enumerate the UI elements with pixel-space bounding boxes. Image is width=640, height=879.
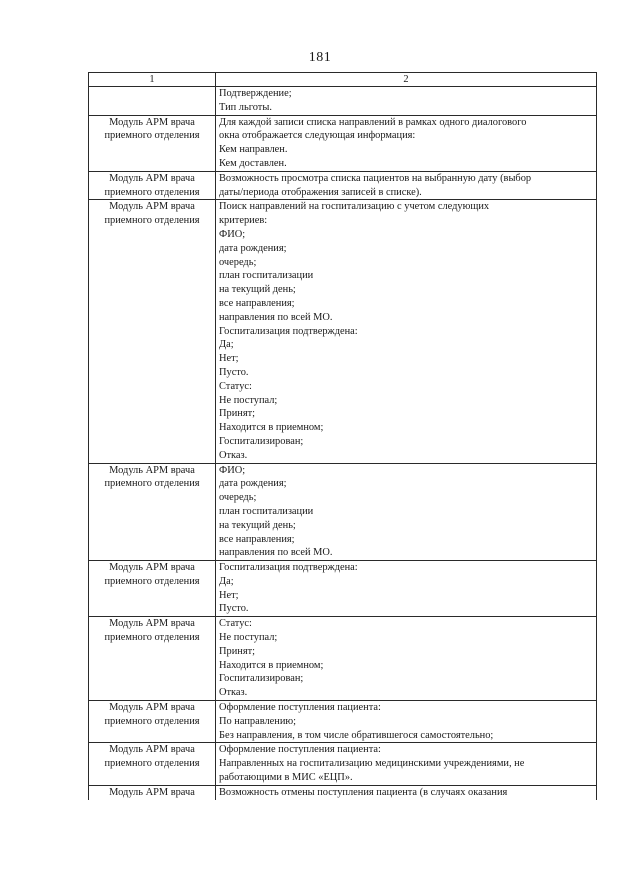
- module-name-line: Модуль АРМ врача: [109, 562, 195, 574]
- description-line: дата рождения;: [219, 478, 287, 490]
- module-name-line: приемного отделения: [104, 575, 200, 587]
- description-line: ФИО;: [219, 464, 246, 476]
- description-line: Пусто.: [219, 603, 249, 615]
- description-cell: [216, 115, 597, 171]
- description-line: критериев:: [219, 215, 268, 227]
- description-line: Оформление поступления пациента:: [219, 702, 381, 714]
- module-name-line: приемного отделения: [104, 130, 200, 142]
- description-line: Пусто.: [219, 366, 249, 378]
- table-row: [89, 617, 597, 701]
- requirements-table: [88, 72, 597, 800]
- module-cell: [89, 200, 216, 463]
- description-line: план госпитализации: [219, 270, 314, 282]
- module-cell: [89, 743, 216, 785]
- description-line: Принят;: [219, 408, 256, 420]
- column-header-2: 2: [216, 73, 597, 87]
- description-line: Госпитализация подтверждена:: [219, 325, 358, 337]
- description-line: даты/периода отображения записей в списке).: [219, 186, 422, 198]
- description-line: Нет;: [219, 353, 239, 365]
- description-line: Госпитализация подтверждена:: [219, 562, 358, 574]
- module-name-line: Модуль АРМ врача: [109, 172, 195, 184]
- description-line: Да;: [219, 339, 234, 351]
- description-line: Принят;: [219, 645, 256, 657]
- module-name-line: Модуль АРМ врача: [109, 618, 195, 630]
- description-cell: [216, 200, 597, 463]
- module-cell: [89, 87, 216, 116]
- description-cell: [216, 743, 597, 785]
- page-number: 181: [308, 50, 332, 65]
- table-row: [89, 785, 597, 799]
- description-line: Не поступал;: [219, 632, 278, 644]
- description-line: на текущий день;: [219, 284, 296, 296]
- description-line: направления по всей МО.: [219, 547, 333, 559]
- description-line: Подтверждение;: [219, 88, 292, 99]
- table-row: [89, 743, 597, 785]
- description-cell: [216, 785, 597, 799]
- description-line: Не поступал;: [219, 394, 278, 406]
- description-line: очередь;: [219, 492, 257, 504]
- module-name-line: Модуль АРМ врача: [109, 786, 195, 798]
- description-line: очередь;: [219, 256, 257, 268]
- module-cell: [89, 171, 216, 200]
- table-header-row: [89, 73, 597, 87]
- description-line: Госпитализирован;: [219, 673, 304, 685]
- module-cell: [89, 115, 216, 171]
- description-line: По направлению;: [219, 715, 297, 727]
- description-line: Находится в приемном;: [219, 422, 324, 434]
- description-line: Да;: [219, 575, 234, 587]
- description-line: окна отображается следующая информация:: [219, 130, 416, 142]
- description-line: работающими в МИС «ЕЦП».: [219, 772, 353, 784]
- description-line: Отказ.: [219, 687, 248, 699]
- description-line: на текущий день;: [219, 519, 296, 531]
- description-line: Находится в приемном;: [219, 659, 324, 671]
- description-line: Направленных на госпитализацию медицинскими учреждениями, не: [219, 758, 525, 770]
- description-cell: [216, 171, 597, 200]
- module-cell: [89, 785, 216, 799]
- module-name-line: Модуль АРМ врача: [109, 702, 195, 714]
- description-line: Оформление поступления пациента:: [219, 744, 381, 756]
- description-cell: [216, 87, 597, 116]
- table-body: [89, 87, 597, 800]
- description-line: Статус:: [219, 618, 252, 630]
- description-line: Кем доставлен.: [219, 157, 287, 169]
- description-line: Тип льготы.: [219, 101, 272, 113]
- module-name-line: приемного отделения: [104, 632, 200, 644]
- description-line: все направления;: [219, 533, 295, 545]
- description-cell: [216, 617, 597, 701]
- module-name-line: приемного отделения: [104, 215, 200, 227]
- module-name-line: приемного отделения: [104, 715, 200, 727]
- table-row: [89, 115, 597, 171]
- table-row: [89, 463, 597, 561]
- description-line: Кем направлен.: [219, 144, 288, 156]
- module-cell: [89, 463, 216, 561]
- description-line: Отказ.: [219, 449, 248, 461]
- table-row: [89, 200, 597, 463]
- module-name-line: Модуль АРМ врача: [109, 201, 195, 213]
- description-line: Возможность просмотра списка пациентов на выбранную дату (выбор: [219, 172, 532, 184]
- module-cell: [89, 561, 216, 617]
- description-line: ФИО;: [219, 228, 246, 240]
- module-name-line: приемного отделения: [104, 186, 200, 198]
- module-name-line: Модуль АРМ врача: [109, 464, 195, 476]
- description-line: план госпитализации: [219, 505, 314, 517]
- table-row: [89, 561, 597, 617]
- table-row: [89, 87, 597, 116]
- description-line: все направления;: [219, 297, 295, 309]
- description-line: направления по всей МО.: [219, 311, 333, 323]
- description-line: Нет;: [219, 589, 239, 601]
- module-name-line: приемного отделения: [104, 478, 200, 490]
- module-cell: [89, 701, 216, 743]
- description-cell: [216, 701, 597, 743]
- module-cell: [89, 617, 216, 701]
- description-line: Госпитализирован;: [219, 435, 304, 447]
- table-row: [89, 701, 597, 743]
- description-line: Поиск направлений на госпитализацию с учетом следующих: [219, 201, 490, 213]
- module-name-line: Модуль АРМ врача: [109, 744, 195, 756]
- description-line: Возможность отмены поступления пациента (в случаях оказания: [219, 786, 508, 798]
- description-line: Статус:: [219, 380, 252, 392]
- module-name-line: приемного отделения: [104, 758, 200, 770]
- table-row: [89, 171, 597, 200]
- description-line: дата рождения;: [219, 242, 287, 254]
- description-cell: [216, 463, 597, 561]
- description-line: Для каждой записи списка направлений в рамках одного диалогового: [219, 116, 527, 128]
- module-name-line: Модуль АРМ врача: [109, 116, 195, 128]
- description-line: Без направления, в том числе обратившегося самостоятельно;: [219, 729, 494, 741]
- column-header-1: 1: [89, 73, 216, 87]
- description-cell: [216, 561, 597, 617]
